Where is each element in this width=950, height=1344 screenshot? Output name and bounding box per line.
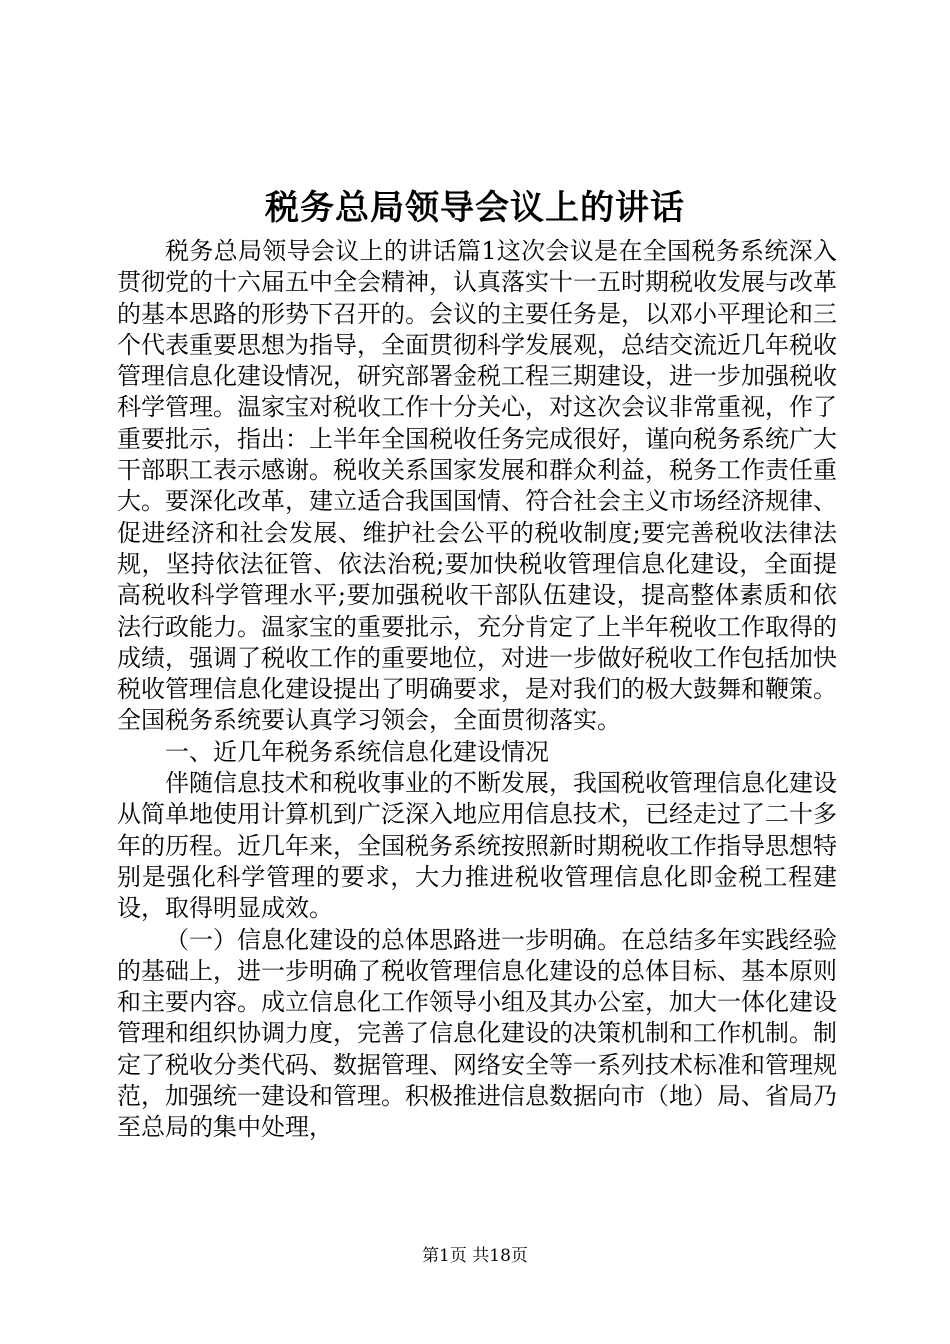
document-title: 税务总局领导会议上的讲话	[265, 188, 685, 228]
page-footer: 第1页 共18页	[422, 1246, 528, 1266]
paragraph: 税务总局领导会议上的讲话篇1这次会议是在全国税务系统深入贯彻党的十六届五中全会精神，认真落实十一五时期税收发展与改革的基本思路的形势下召开的。会议的主要任务是，以邓小平理论和三个代表重要思想为指导，全面贯彻科学发展观，总结交流近几年税收管理信息化建设情况，研究部署金税工程三期建设，进一步加强税收科学管理。温家宝对税收工作十分关心，对这次会议非常重视，作了重要批示，指出：上半年全国税收任务完成很好，谨向税务系统广大干部职工表示感谢。税收关系国家发展和群众利益，税务工作责任重大。要深化改革，建立适合我国国情、符合社会主义市场经济规律、促进经济和社会发展、维护社会公平的税收制度;要完善税收法律法规，坚持依法征管、依法治税;要加快税收管理信息化建设，全面提高税收科学管理水平;要加强税收干部队伍建设，提高整体素质和依法行政能力。温家宝的重要批示，充分肯定了上半年税收工作取得的成绩，强调了税收工作的重要地位，对进一步做好税收工作包括加快税收管理信息化建设提出了明确要求，是对我们的极大鼓舞和鞭策。全国税务系统要认真学习领会，全面贯彻落实。	[117, 237, 837, 735]
section-heading: 一、近几年税务系统信息化建设情况	[165, 737, 549, 766]
paragraph: 伴随信息技术和税收事业的不断发展，我国税收管理信息化建设从简单地使用计算机到广泛深入地应用信息技术，已经走过了二十多年的历程。近几年来，全国税务系统按照新时期税收工作指导思想特别是强化科学管理的要求，大力推进税收管理信息化即金税工程建设，取得明显成效。	[117, 769, 837, 923]
document-body	[117, 236, 837, 1144]
paragraph: （一）信息化建设的总体思路进一步明确。在总结多年实践经验的基础上，进一步明确了税收管理信息化建设的总体目标、基本原则和主要内容。成立信息化工作领导小组及其办公室，加大一体化建设管理和组织协调力度，完善了信息化建设的决策机制和工作机制。制定了税收分类代码、数据管理、网络安全等一系列技术标准和管理规范，加强统一建设和管理。积极推进信息数据向市（地）局、省局乃至总局的集中处理，	[117, 925, 837, 1142]
